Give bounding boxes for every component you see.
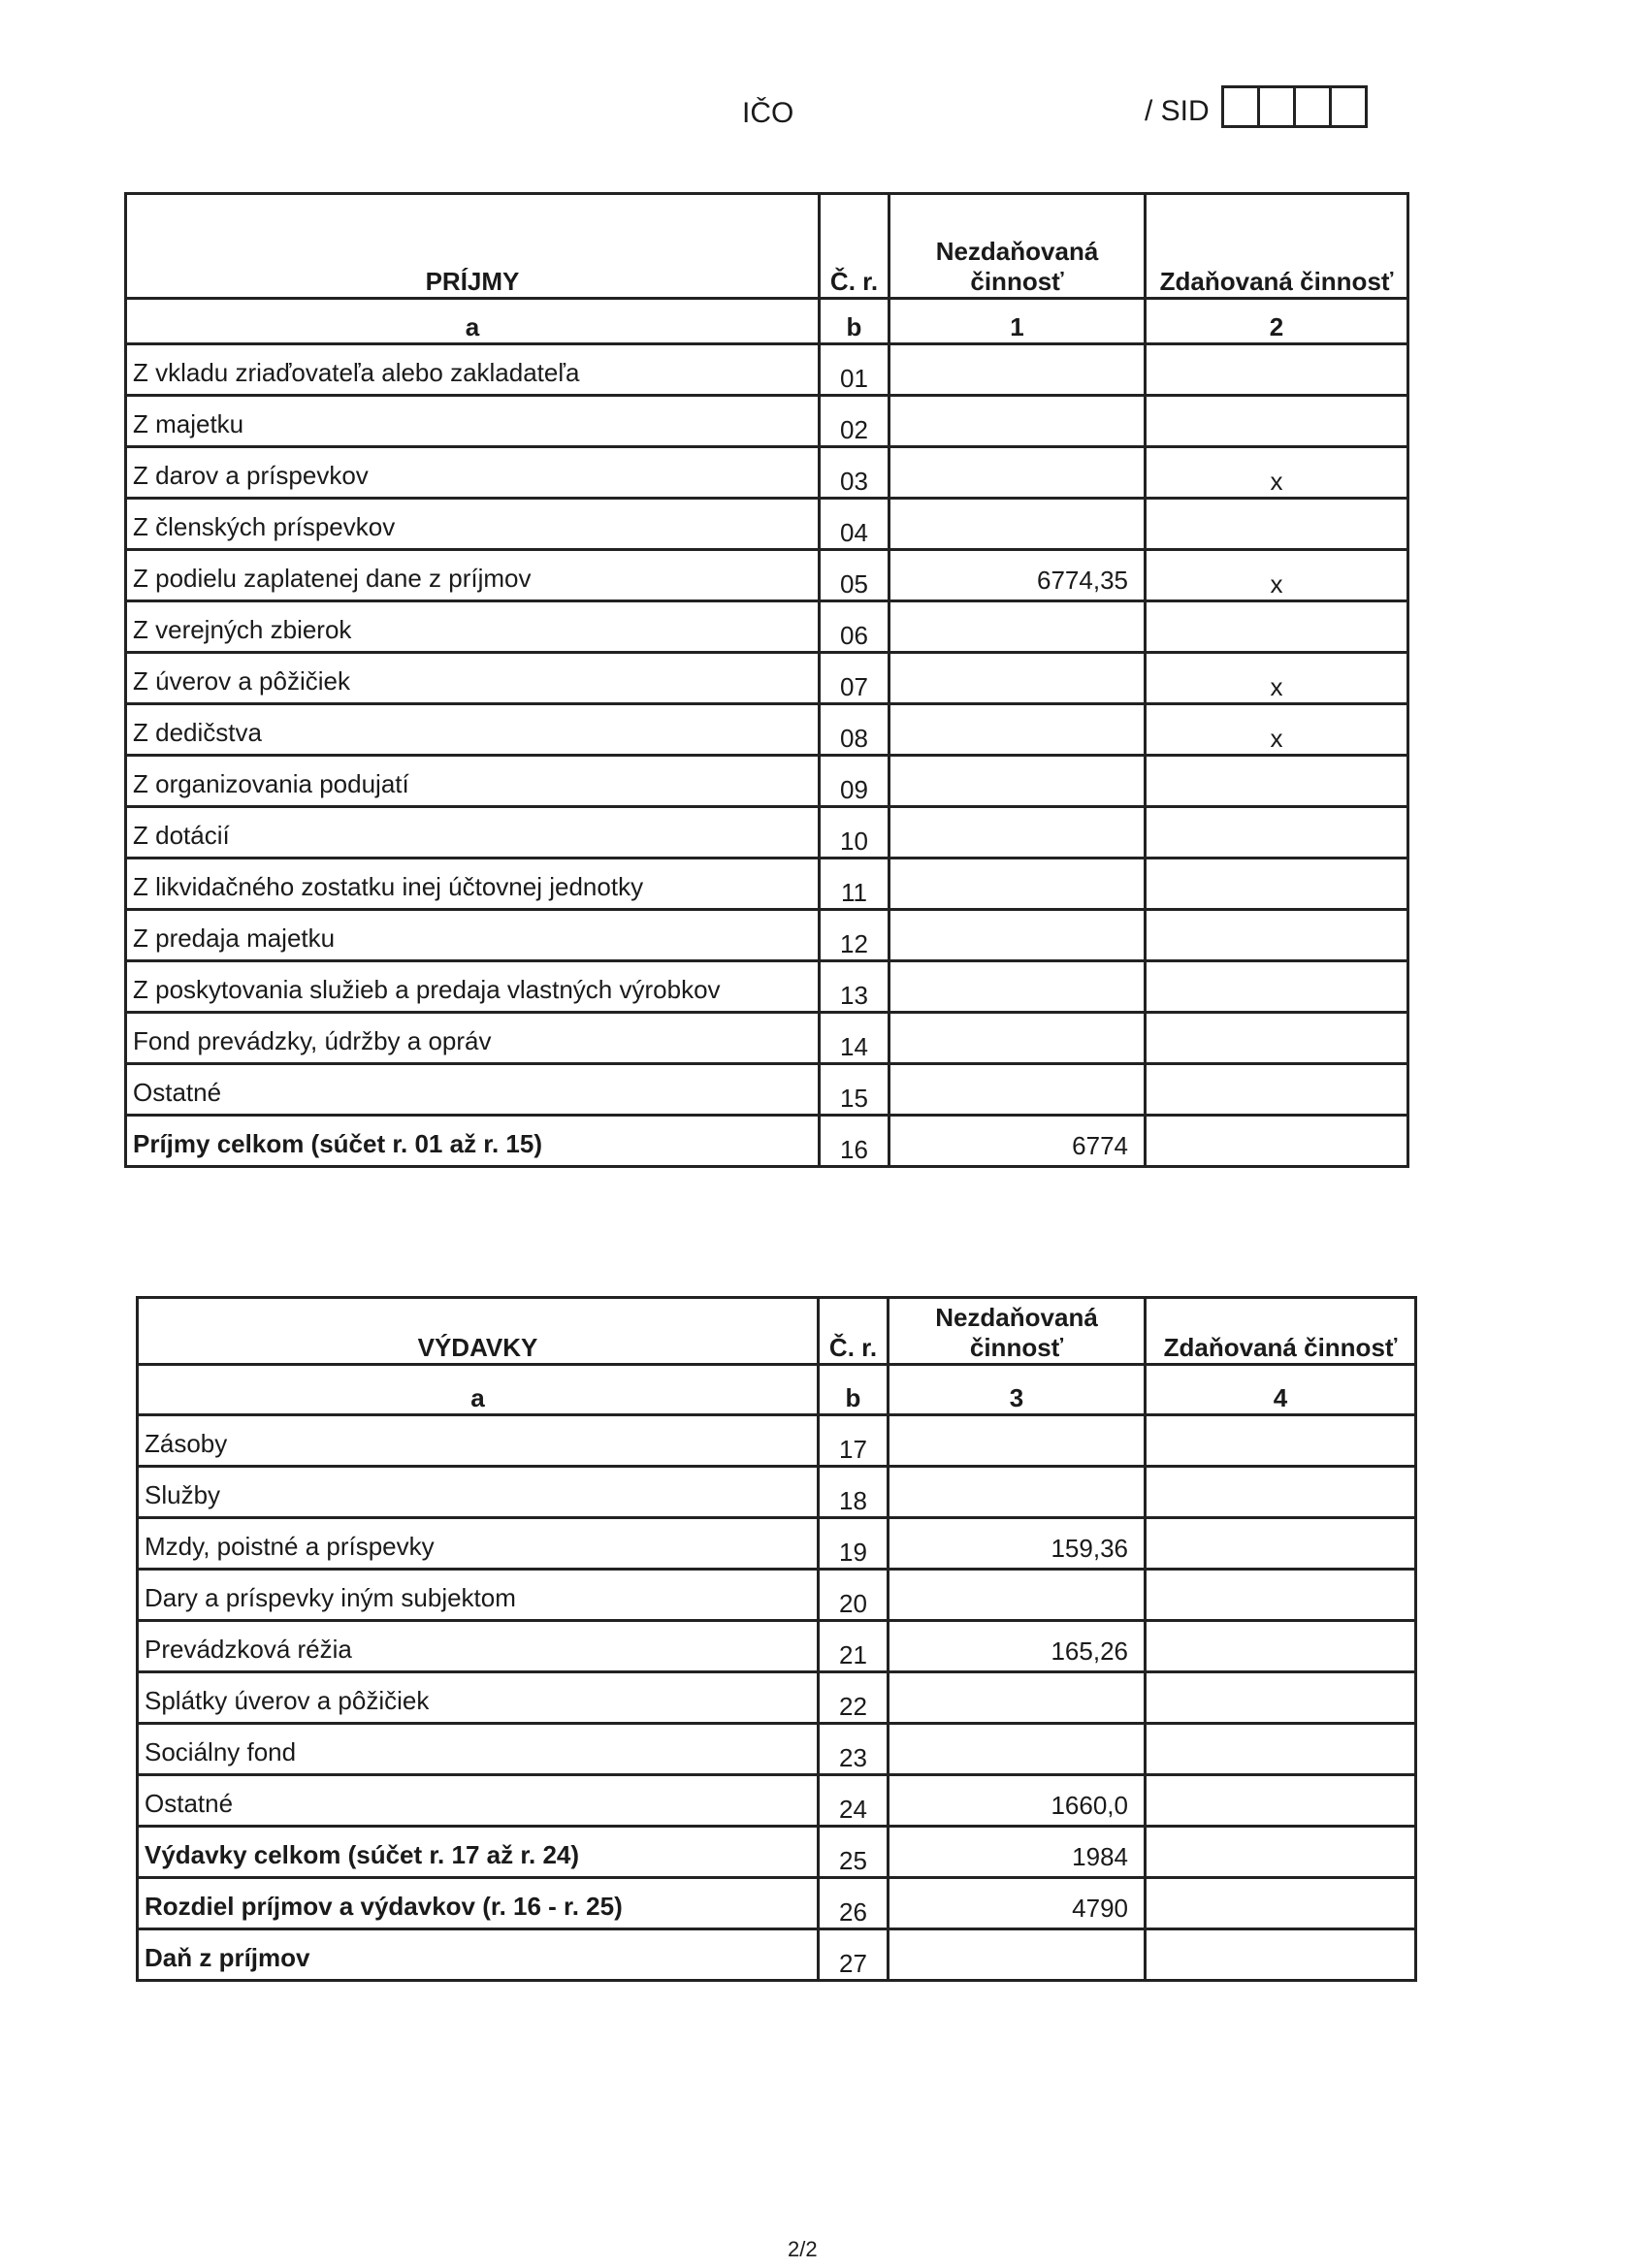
expenses-title: VÝDAVKY	[138, 1298, 819, 1365]
row-label: Z verejných zbierok	[126, 601, 820, 653]
row-label: Ostatné	[138, 1775, 819, 1827]
row-number: 14	[820, 1013, 889, 1064]
taxed-value	[1146, 396, 1408, 447]
income-title: PRÍJMY	[126, 194, 820, 299]
table-row	[126, 756, 1408, 807]
taxed-value	[1146, 1724, 1416, 1775]
taxed-value	[1146, 1827, 1416, 1878]
taxed-value	[1146, 807, 1408, 859]
sub-2: 2	[1146, 299, 1408, 344]
row-label: Dary a príspevky iným subjektom	[138, 1570, 819, 1621]
row-number: 02	[820, 396, 889, 447]
untaxed-value	[889, 499, 1146, 550]
untaxed-value	[889, 1467, 1146, 1518]
row-label: Z organizovania podujatí	[126, 756, 820, 807]
table-row	[126, 1013, 1408, 1064]
taxed-value	[1146, 1878, 1416, 1929]
sub-a: a	[138, 1365, 819, 1415]
row-label: Rozdiel príjmov a výdavkov (r. 16 - r. 25)	[138, 1878, 819, 1929]
taxed-value	[1146, 499, 1408, 550]
row-label: Mzdy, poistné a príspevky	[138, 1518, 819, 1570]
taxed-value	[1146, 1415, 1416, 1467]
taxed-value	[1146, 1570, 1416, 1621]
row-label: Sociálny fond	[138, 1724, 819, 1775]
row-label: Prevádzková réžia	[138, 1621, 819, 1672]
row-label: Z členských príspevkov	[126, 499, 820, 550]
row-number: 08	[820, 704, 889, 756]
sid-box	[1293, 85, 1332, 128]
row-number: 03	[820, 447, 889, 499]
sub-3: 3	[889, 1365, 1146, 1415]
sid-box	[1221, 85, 1260, 128]
taxed-value	[1146, 1672, 1416, 1724]
sid-box	[1329, 85, 1368, 128]
taxed-value	[1146, 1621, 1416, 1672]
table-row	[138, 1827, 1416, 1878]
taxed-value	[1146, 756, 1408, 807]
untaxed-value	[889, 1724, 1146, 1775]
table-row	[126, 601, 1408, 653]
table-row	[126, 1116, 1408, 1167]
untaxed-value: 6774,35	[889, 550, 1146, 601]
table-row	[138, 1467, 1416, 1518]
taxed-value	[1146, 1064, 1408, 1116]
row-label: Fond prevádzky, údržby a opráv	[126, 1013, 820, 1064]
sid-boxes	[1224, 85, 1368, 128]
table-row	[126, 704, 1408, 756]
row-label: Z úverov a pôžičiek	[126, 653, 820, 704]
table-row	[138, 1724, 1416, 1775]
row-number: 27	[819, 1929, 889, 1981]
taxed-value	[1146, 344, 1408, 396]
row-label: Ostatné	[126, 1064, 820, 1116]
untaxed-value	[889, 807, 1146, 859]
row-number: 07	[820, 653, 889, 704]
row-number: 18	[819, 1467, 889, 1518]
table-row	[138, 1929, 1416, 1981]
table-row	[138, 1621, 1416, 1672]
row-number: 01	[820, 344, 889, 396]
untaxed-value: 1660,0	[889, 1775, 1146, 1827]
sid-label: / SID	[1145, 95, 1210, 127]
expenses-rows	[138, 1415, 1416, 1981]
row-number: 16	[820, 1116, 889, 1167]
untaxed-value	[889, 756, 1146, 807]
taxed-value: x	[1146, 704, 1408, 756]
row-label: Z darov a príspevkov	[126, 447, 820, 499]
row-number: 17	[819, 1415, 889, 1467]
untaxed-value	[889, 704, 1146, 756]
row-label: Splátky úverov a pôžičiek	[138, 1672, 819, 1724]
taxed-value	[1146, 910, 1408, 961]
table-row	[126, 859, 1408, 910]
table-row	[138, 1415, 1416, 1467]
table-row	[126, 447, 1408, 499]
row-label: Z poskytovania služieb a predaja vlastných výrobkov	[126, 961, 820, 1013]
expenses-table	[136, 1296, 1417, 1982]
table-row	[126, 807, 1408, 859]
untaxed-value	[889, 447, 1146, 499]
taxed-value: x	[1146, 447, 1408, 499]
taxed-value	[1146, 961, 1408, 1013]
row-number: 13	[820, 961, 889, 1013]
ico-label: IČO	[742, 97, 794, 129]
table-row	[138, 1878, 1416, 1929]
table-row	[126, 499, 1408, 550]
col-taxed: Zdaňovaná činnosť	[1146, 194, 1408, 299]
row-label: Z dotácií	[126, 807, 820, 859]
taxed-value	[1146, 1929, 1416, 1981]
table-row	[126, 550, 1408, 601]
untaxed-value: 6774	[889, 1116, 1146, 1167]
untaxed-value	[889, 653, 1146, 704]
taxed-value	[1146, 1013, 1408, 1064]
taxed-value: x	[1146, 653, 1408, 704]
untaxed-value: 159,36	[889, 1518, 1146, 1570]
sub-b: b	[819, 1365, 889, 1415]
income-table	[124, 192, 1409, 1168]
table-row	[138, 1518, 1416, 1570]
col-cr: Č. r.	[819, 1298, 889, 1365]
table-row	[126, 961, 1408, 1013]
row-number: 09	[820, 756, 889, 807]
untaxed-value: 165,26	[889, 1621, 1146, 1672]
table-row	[138, 1570, 1416, 1621]
col-untaxed: Nezdaňovaná činnosť	[889, 1298, 1146, 1365]
untaxed-value	[889, 601, 1146, 653]
taxed-value	[1146, 859, 1408, 910]
taxed-value	[1146, 1116, 1408, 1167]
untaxed-value	[889, 859, 1146, 910]
untaxed-value	[889, 1415, 1146, 1467]
untaxed-value	[889, 1672, 1146, 1724]
row-number: 26	[819, 1878, 889, 1929]
row-number: 24	[819, 1775, 889, 1827]
untaxed-value	[889, 1064, 1146, 1116]
row-number: 15	[820, 1064, 889, 1116]
row-number: 11	[820, 859, 889, 910]
sub-1: 1	[889, 299, 1146, 344]
row-label: Výdavky celkom (súčet r. 17 až r. 24)	[138, 1827, 819, 1878]
table-row	[138, 1672, 1416, 1724]
row-label: Príjmy celkom (súčet r. 01 až r. 15)	[126, 1116, 820, 1167]
row-label: Z podielu zaplatenej dane z príjmov	[126, 550, 820, 601]
row-number: 25	[819, 1827, 889, 1878]
taxed-value	[1146, 1775, 1416, 1827]
untaxed-value	[889, 1929, 1146, 1981]
taxed-value	[1146, 601, 1408, 653]
row-number: 06	[820, 601, 889, 653]
taxed-value	[1146, 1467, 1416, 1518]
table-row	[126, 910, 1408, 961]
row-number: 21	[819, 1621, 889, 1672]
row-label: Služby	[138, 1467, 819, 1518]
sub-a: a	[126, 299, 820, 344]
taxed-value	[1146, 1518, 1416, 1570]
row-number: 12	[820, 910, 889, 961]
untaxed-value	[889, 910, 1146, 961]
row-label: Z predaja majetku	[126, 910, 820, 961]
sub-4: 4	[1146, 1365, 1416, 1415]
row-number: 20	[819, 1570, 889, 1621]
sid-box	[1257, 85, 1296, 128]
row-number: 22	[819, 1672, 889, 1724]
row-label: Z vkladu zriaďovateľa alebo zakladateľa	[126, 344, 820, 396]
table-row	[138, 1775, 1416, 1827]
row-label: Z dedičstva	[126, 704, 820, 756]
row-label: Z likvidačného zostatku inej účtovnej jednotky	[126, 859, 820, 910]
table-row	[126, 653, 1408, 704]
row-number: 04	[820, 499, 889, 550]
row-label: Z majetku	[126, 396, 820, 447]
row-number: 05	[820, 550, 889, 601]
row-number: 10	[820, 807, 889, 859]
col-untaxed: Nezdaňovaná činnosť	[889, 194, 1146, 299]
row-label: Daň z príjmov	[138, 1929, 819, 1981]
untaxed-value	[889, 1013, 1146, 1064]
income-rows	[126, 344, 1408, 1167]
sub-b: b	[820, 299, 889, 344]
untaxed-value	[889, 1570, 1146, 1621]
row-label: Zásoby	[138, 1415, 819, 1467]
table-row	[126, 344, 1408, 396]
untaxed-value: 1984	[889, 1827, 1146, 1878]
table-row	[126, 396, 1408, 447]
col-cr: Č. r.	[820, 194, 889, 299]
untaxed-value	[889, 396, 1146, 447]
taxed-value: x	[1146, 550, 1408, 601]
untaxed-value	[889, 344, 1146, 396]
table-row	[126, 1064, 1408, 1116]
untaxed-value	[889, 961, 1146, 1013]
page-number: 2/2	[788, 2237, 818, 2261]
row-number: 19	[819, 1518, 889, 1570]
untaxed-value: 4790	[889, 1878, 1146, 1929]
col-taxed: Zdaňovaná činnosť	[1146, 1298, 1416, 1365]
row-number: 23	[819, 1724, 889, 1775]
